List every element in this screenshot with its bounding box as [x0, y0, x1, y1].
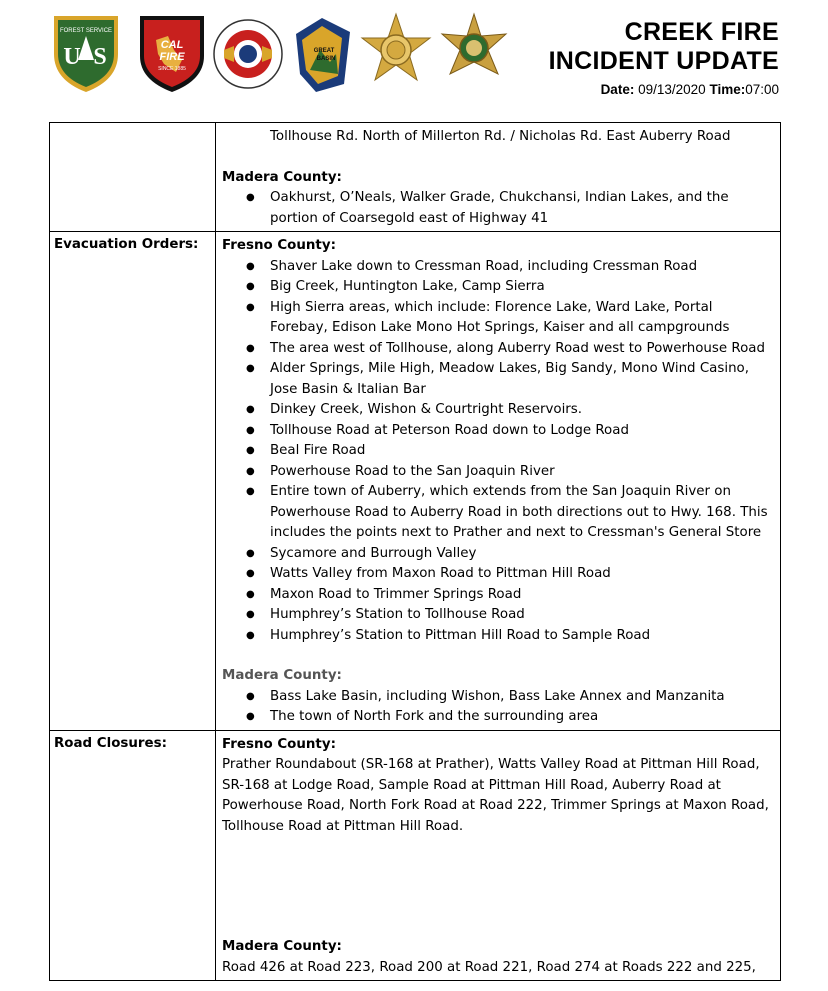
- table-row: [50, 123, 781, 232]
- row-label: [50, 123, 216, 232]
- evacuation-list-fresno: [222, 257, 774, 647]
- forest-service-caption: FOREST SERVICE: [59, 28, 113, 34]
- list-item: ● High Sierra areas, which include: Florence Lake, Ward Lake, Portal Forebay, Edison Lake Mono Hot Springs, Kaiser and all campgrounds: [270, 298, 774, 339]
- forest-service-logo: [48, 10, 124, 94]
- list-item: ● The area west of Tollhouse, along Auberry Road west to Powerhouse Road: [270, 339, 774, 360]
- list-item: ● Tollhouse Road at Peterson Road down to Lodge Road: [270, 421, 774, 442]
- list-item: ● Watts Valley from Maxon Road to Pittman Hill Road: [270, 564, 774, 585]
- cal-fire-caption: SINCE 1885: [158, 66, 186, 72]
- county-heading: Fresno County:: [222, 736, 336, 752]
- list-item: ● Big Creek, Huntington Lake, Camp Sierra: [270, 277, 774, 298]
- svg-text:U: U: [63, 44, 81, 70]
- road-closures-madera: Road 426 at Road 223, Road 200 at Road 221, Road 274 at Roads 222 and 225,: [222, 959, 756, 975]
- county-heading: Madera County:: [222, 668, 342, 683]
- list-item: ● Dinkey Creek, Wishon & Courtright Reservoirs.: [270, 400, 774, 421]
- row-content: [216, 232, 781, 731]
- svg-text:GREAT: GREAT: [313, 48, 335, 54]
- table-row: [50, 730, 781, 981]
- svg-text:CAL: CAL: [160, 39, 184, 51]
- list-item: ● Powerhouse Road to the San Joaquin River: [270, 462, 774, 483]
- list-item: ● Entire town of Auberry, which extends from the San Joaquin River on Powerhouse Road to Auberry Road in both directions out to Hwy. 168. This includes the points next to Prather and next to Cressman's General Store: [270, 482, 774, 544]
- cal-fire-logo: [134, 10, 210, 94]
- row-label: Road Closures:: [50, 730, 216, 981]
- area-list: [222, 188, 774, 229]
- incident-table: [49, 122, 781, 981]
- table-row: [50, 232, 781, 731]
- oes-logo: [210, 10, 286, 94]
- row-content: [216, 730, 781, 981]
- date-value: 09/13/2020: [638, 82, 706, 97]
- list-item: ● Bass Lake Basin, including Wishon, Bass Lake Annex and Manzanita: [270, 687, 774, 708]
- page-title: [549, 18, 779, 76]
- evacuation-list-madera: [222, 687, 774, 728]
- county-heading: Madera County:: [222, 939, 342, 954]
- county-heading: Fresno County:: [222, 238, 336, 253]
- title-line-1: CREEK FIRE: [624, 18, 779, 46]
- list-item: ● Humphrey’s Station to Pittman Hill Road to Sample Road: [270, 626, 774, 647]
- list-item: ● The town of North Fork and the surrounding area: [270, 707, 774, 728]
- list-item: ● Maxon Road to Trimmer Springs Road: [270, 585, 774, 606]
- title-line-2: INCIDENT UPDATE: [548, 47, 779, 75]
- list-item: ● Beal Fire Road: [270, 441, 774, 462]
- sheriff-badge-logo: [436, 10, 512, 94]
- time-label: Time:: [709, 82, 746, 97]
- county-heading: Madera County:: [222, 169, 342, 185]
- date-time-line: [601, 82, 779, 97]
- date-label: Date:: [600, 82, 635, 97]
- continued-line: Tollhouse Rd. North of Millerton Rd. / Nicholas Rd. East Auberry Road: [270, 129, 731, 144]
- sheriff-star-logo: [358, 10, 434, 94]
- list-item: ● Oakhurst, O’Neals, Walker Grade, Chukchansi, Indian Lakes, and the portion of Coarsegold east of Highway 41: [270, 188, 774, 229]
- list-item: ● Humphrey’s Station to Tollhouse Road: [270, 605, 774, 626]
- time-value: 07:00: [745, 82, 779, 97]
- row-content: [216, 123, 781, 232]
- svg-text:FIRE: FIRE: [159, 51, 185, 63]
- list-item: ● Sycamore and Burrough Valley: [270, 544, 774, 565]
- svg-text:BASIN: BASIN: [316, 56, 336, 62]
- svg-text:S: S: [93, 44, 107, 70]
- list-item: ● Shaver Lake down to Cressman Road, including Cressman Road: [270, 257, 774, 278]
- row-label: Evacuation Orders:: [50, 232, 216, 731]
- road-closures-fresno: Prather Roundabout (SR-168 at Prather), Watts Valley Road at Pittman Hill Road, SR-168 at Lodge Road, Sample Road at Pittman Hill Road, Auberry Road at Powerhouse Road, North Fork Road at Road 222, Trimmer Springs at Maxon Road, Tollhouse Road at Pittman Hill Road.: [222, 757, 769, 834]
- list-item: ● Alder Springs, Mile High, Meadow Lakes, Big Sandy, Mono Wind Casino, Jose Basin & Italian Bar: [270, 359, 774, 400]
- great-basin-logo: [286, 10, 362, 94]
